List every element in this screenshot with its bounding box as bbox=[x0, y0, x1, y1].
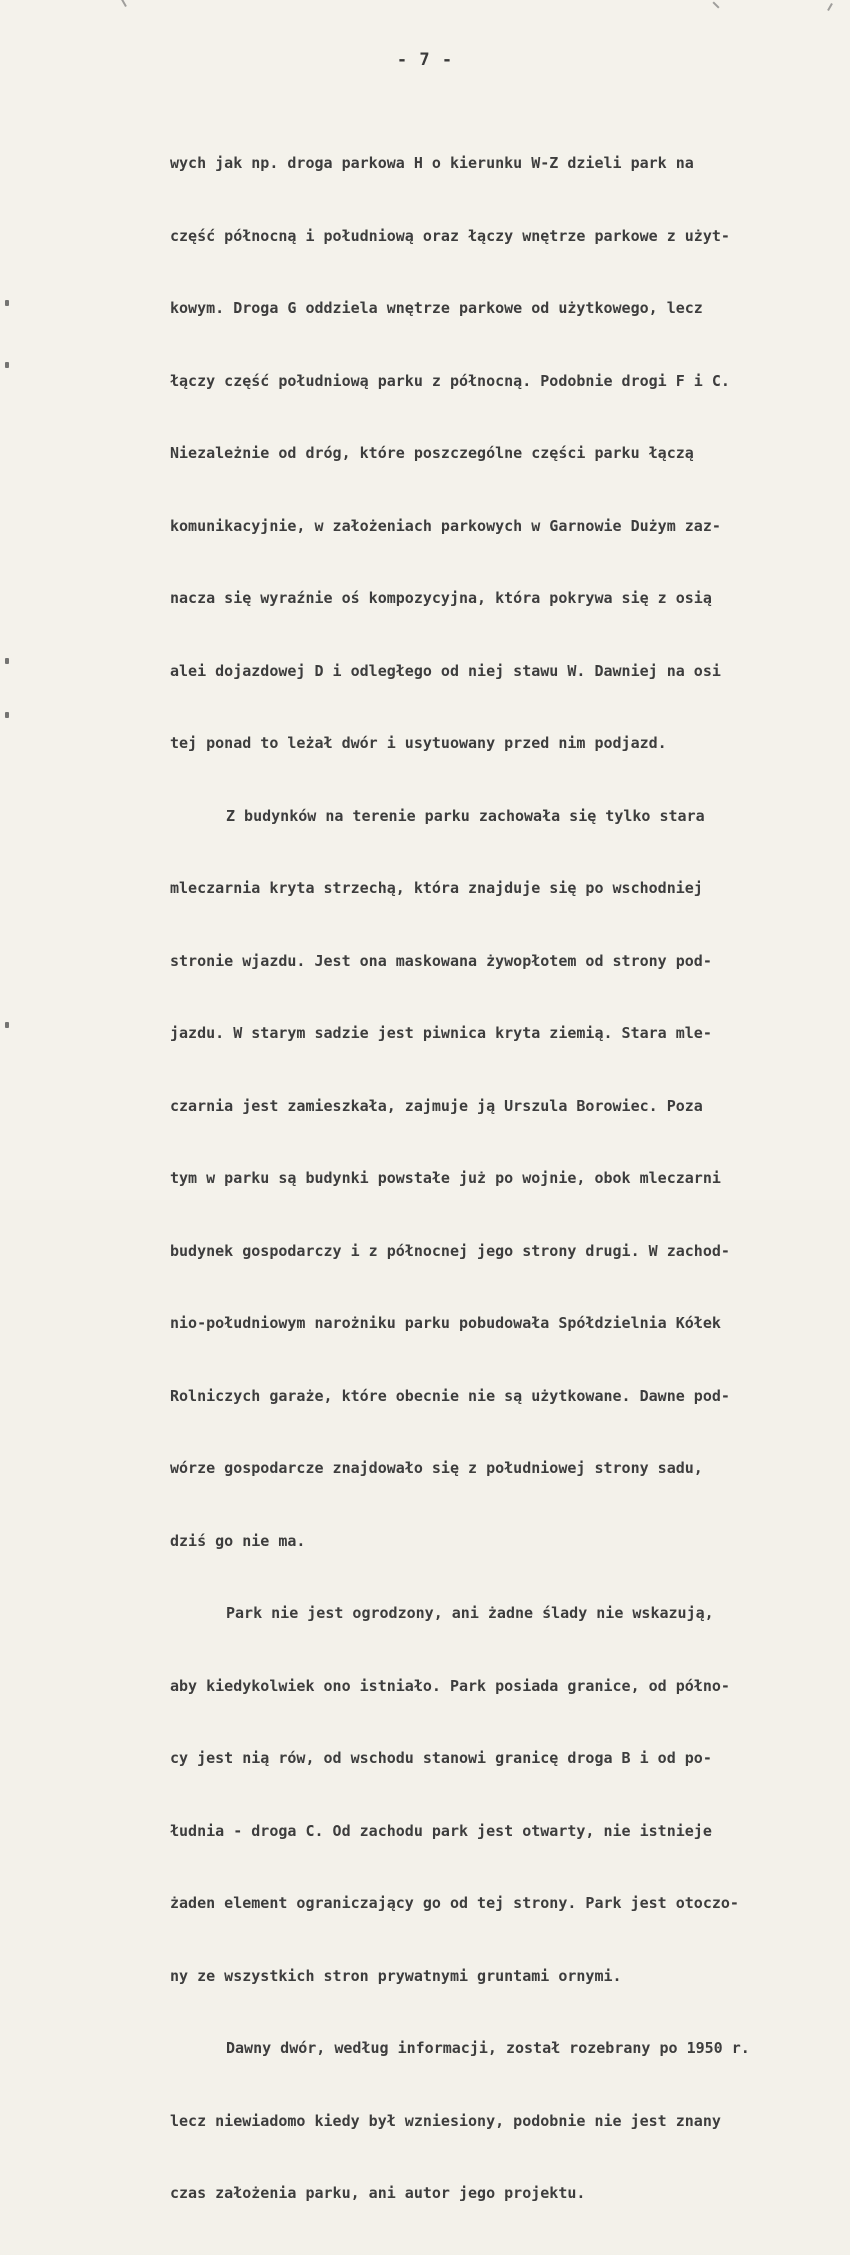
text-line: część północną i południową oraz łączy wnętrze parkowe z użyt- bbox=[170, 226, 730, 245]
text-line: komunikacyjnie, w założeniach parkowych w Garnowie Dużym zaz- bbox=[170, 516, 721, 535]
text-line: nio-południowym narożniku parku pobudowała Spółdzielnia Kółek bbox=[170, 1314, 721, 1332]
paragraph-first-line: Park nie jest ogrodzony, ani żadne ślady nie wskazują, bbox=[226, 1604, 714, 1622]
text-line: wych jak np. droga parkowa H o kierunku W-Z dzieli park na bbox=[170, 154, 694, 172]
paragraph-first-line: Dawny dwór, według informacji, został rozebrany po 1950 r. bbox=[226, 2039, 750, 2057]
binding-hole-mark bbox=[5, 300, 9, 306]
text-line: aby kiedykolwiek ono istniało. Park posiada granice, od półno- bbox=[170, 1676, 730, 1695]
binding-hole-mark bbox=[5, 712, 9, 718]
text-line: Niezależnie od dróg, które poszczególne części parku łączą bbox=[170, 444, 694, 462]
text-line: tym w parku są budynki powstałe już po wojnie, obok mleczarni bbox=[170, 1169, 721, 1187]
text-line: czarnia jest zamieszkała, zajmuje ją Urszula Borowiec. Poza bbox=[170, 1096, 703, 1115]
text-line: jazdu. W starym sadzie jest piwnica kryta ziemią. Stara mle- bbox=[170, 1024, 712, 1042]
text-line: tej ponad to leżał dwór i usytuowany przed nim podjazd. bbox=[170, 734, 667, 752]
corner-mark-top-far-right bbox=[827, 3, 833, 11]
text-line: stronie wjazdu. Jest ona maskowana żywopłotem od strony pod- bbox=[170, 951, 712, 970]
binding-hole-mark bbox=[5, 362, 9, 368]
text-line: wórze gospodarcze znajdowało się z południowej strony sadu, bbox=[170, 1459, 703, 1477]
text-line: łączy część południową parku z północną. Podobnie drogi F i C. bbox=[170, 371, 730, 390]
page-number: - 7 - bbox=[396, 50, 454, 70]
text-line: mleczarnia kryta strzechą, która znajduje się po wschodniej bbox=[170, 879, 703, 897]
text-line: żaden element ograniczający go od tej strony. Park jest otoczo- bbox=[170, 1894, 739, 1912]
text-line: Rolniczych garaże, które obecnie nie są użytkowane. Dawne pod- bbox=[170, 1386, 730, 1405]
text-line: nacza się wyraźnie oś kompozycyjna, która pokrywa się z osią bbox=[170, 589, 712, 607]
corner-mark-top-left bbox=[121, 0, 127, 7]
binding-hole-mark bbox=[5, 658, 9, 664]
text-line: dziś go nie ma. bbox=[170, 1531, 306, 1550]
corner-mark-top-right bbox=[712, 1, 719, 8]
binding-hole-mark bbox=[5, 1022, 9, 1028]
paragraph-first-line: Z budynków na terenie parku zachowała się tylko stara bbox=[226, 806, 705, 825]
typed-text-body bbox=[170, 116, 850, 2255]
text-line: łudnia - droga C. Od zachodu park jest otwarty, nie istnieje bbox=[170, 1821, 712, 1840]
text-line: lecz niewiadomo kiedy był wzniesiony, podobnie nie jest znany bbox=[170, 2111, 721, 2130]
text-line: czas założenia parku, ani autor jego projektu. bbox=[170, 2184, 586, 2202]
text-line: cy jest nią rów, od wschodu stanowi granicę droga B i od po- bbox=[170, 1749, 712, 1767]
text-line: ny ze wszystkich stron prywatnymi gruntami ornymi. bbox=[170, 1966, 622, 1985]
text-line: alei dojazdowej D i odległego od niej stawu W. Dawniej na osi bbox=[170, 661, 721, 680]
text-line: budynek gospodarczy i z północnej jego strony drugi. W zachod- bbox=[170, 1241, 730, 1260]
text-line: kowym. Droga G oddziela wnętrze parkowe od użytkowego, lecz bbox=[170, 299, 703, 317]
